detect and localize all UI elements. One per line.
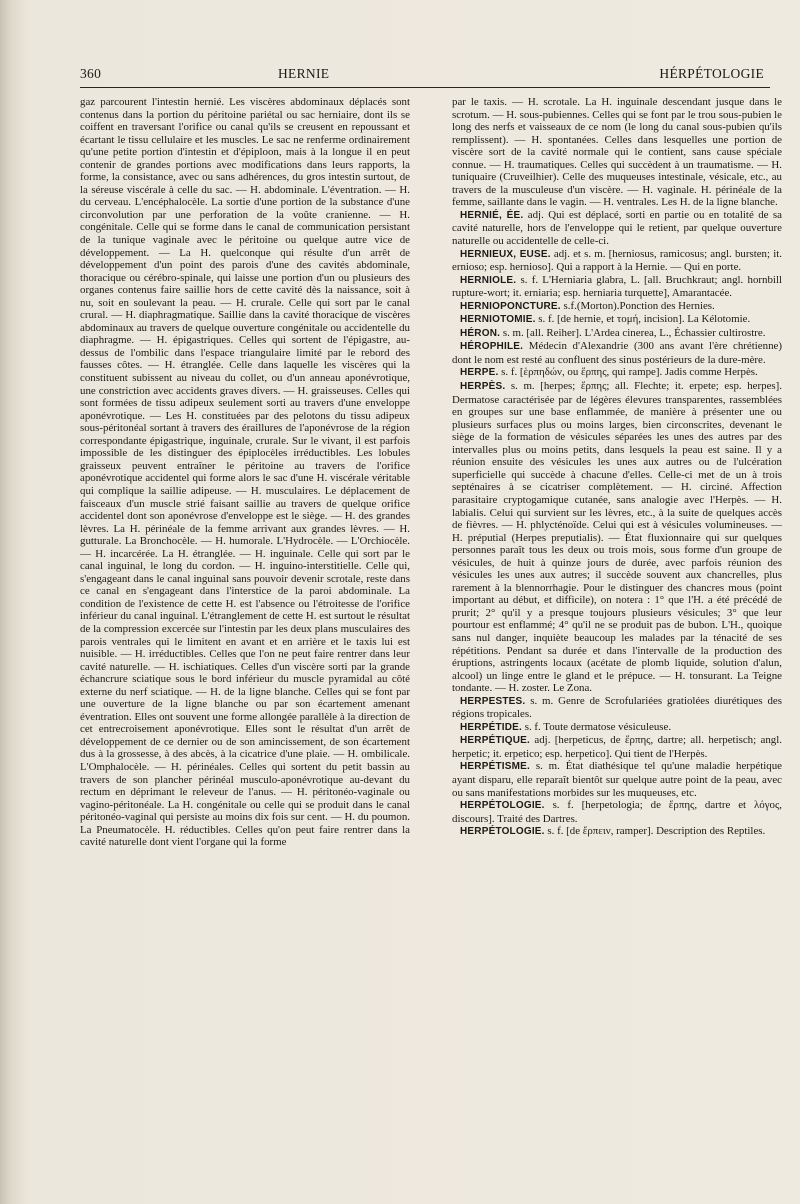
entry-text: s. f. [ἑρπηδών, ou ἕρπης, qui rampe]. Jadis comme Herpès. — [501, 366, 758, 379]
dictionary-entry — [452, 340, 782, 366]
entry-text: adj. [herpeticus, de ἕρπης, dartre; all. herpetisch; angl. herpetic; it. erpetico; esp. herpetico]. Qui tient de l'Herpès. — [452, 734, 782, 760]
page-number: 360 — [80, 66, 102, 81]
entry-headword: HERPÉTISME. — [460, 761, 530, 773]
dictionary-entry — [452, 695, 782, 721]
entry-headword: HERNIOPONCTURE. — [460, 300, 561, 312]
header-left-title: HERNIE — [278, 66, 330, 81]
entry-headword: HERPÉTIDE. — [460, 721, 523, 733]
entry-text: s. m. [herpes; ἕρπης; all. Flechte; it. erpete; esp. herpes]. Dermatose caractérisée par de légères élevures transparentes, rassemblées en groupes sur une base enflammée, de manière à présenter une ou plusieurs surfaces plus ou moins larges, bien circonscrites, devenant le siège de la formation de vésicules séparées les unes des autres par des intervalles plus ou moins petits, dans lesquels la peau est saine. Il y a réunion ensuite des vésicules les unes aux autres ou de l'ulcération superficielle qui succède à chacune d'elles. Celle-ci met de un à trois septénaires à se cicatriser complètement. — H. circiné. Affection parasitaire cryptogamique cutanée, sans analogie avec l'Herpès. — H. labialis. Celui qui survient sur les lèvres, etc., à la suite de quelques accès de fièvres. — H. phlycténoïde. Celui qui est à vésicules volumineuses. — H. préputial (Herpes preputialis). — État fluxionnaire qui sur quelques personnes paraît tous les deux ou trois mois, sous forme d'un groupe de vésicules, de huit à quinze jours de durée, avec parfois réunion des vésicules les unes aux autres; il succède souvent aux chancrelles, plus rarement à la blennorrhagie. Pour le distinguer des chancres mous (point important au début, et difficile), on notera : 1° que l'H. a été précédé de prurit; 2° qu'il y a presque toujours plusieurs vésicules; 3° que leur pourtour est enflammé; 4° qu'il ne se produit pas de bubon. L'H., quoique sans nul danger, inquiète beaucoup les malades par la ténacité de ses répétitions. Pendant sa durée et dans l'intervalle de la production des éruptions, astringents locaux (acétate de plomb liquide, solution d'alun, alcool) un linge entre le gland et le prépuce. — H. tonsurant. La Teigne tondante. — H. zoster. Le Zona. — [452, 380, 783, 695]
entry-headword: HERPÉTIQUE. — [460, 735, 530, 747]
right-column — [452, 96, 782, 839]
dictionary-entry — [452, 721, 782, 735]
entry-text: s.f.(Morton).Ponction des Hernies. — [563, 299, 715, 312]
entry-text: s. m. État diathésique tel qu'une maladie herpétique ayant disparu, elle reparaît bientôt sur quelque autre point de la peau, avec ou sans manifestations morbides sur les muqueuses, etc. — [452, 760, 782, 799]
entry-text: s. f. [de hernie, et τομή, incision]. La Kélotomie. — [538, 313, 751, 326]
entry-text: Médecin d'Alexandrie (300 ans avant l'ère chrétienne) dont le nom est resté au confluent des sinus postérieurs de la dure-mère. — [452, 340, 782, 366]
entry-headword: HERNIEUX, EUSE. — [460, 248, 551, 260]
entry-text: s. f. [herpetologia; de ἕρπης, dartre et λόγος, discours]. Traité des Dartres. — [452, 799, 782, 825]
dictionary-entry — [452, 734, 782, 760]
entry-text: adj. Qui est déplacé, sorti en partie ou en totalité de sa cavité naturelle, hors de l'enveloppe qui le retient, par quelque ouverture naturelle ou accidentelle de celle-ci. — [452, 208, 782, 248]
dictionary-entry — [452, 760, 782, 799]
dictionary-entry — [452, 300, 782, 314]
entry-text: par le taxis. — H. scrotale. La H. inguinale descendant jusque dans le scrotum. — H. sous-pubiennes. Celles qui se font par le trou sous-pubien le long des nerfs et vaisseaux de ce nom (le long du canal sous-pubien qu'ils remplissent). — H. spontanées. Celles dans lesquelles une portion de viscère sort de la cavité normale qui le contient, sans cause spéciale connue. — H. traumatiques. Celles qui succèdent à un traumatisme. — H. tuniquaire (Cruveilhier). Celle des muqueuses intestinale, vésicale, etc., au travers de la musculeuse d'un viscère. — H. vaginale. H. périnéale de la femme, saillante dans le vagin. — H. ventrales. Les H. de la ligne blanche. — [452, 96, 782, 209]
entry-headword: HERPÉTOLOGIE. — [460, 800, 545, 812]
entry-text: adj. et s. m. [herniosus, ramicosus; angl. bursten; it. ernioso; esp. hernioso]. Qui a rapport à la Hernie. — Qui en porte. — [452, 247, 782, 274]
header-rule — [80, 87, 770, 88]
dictionary-entry — [452, 366, 782, 380]
entry-text: s. m. Genre de Scrofulariées gratiolées diurétiques des régions tropicales. — [452, 694, 782, 721]
entry-headword: HERPÉTOLOGIE. — [460, 826, 545, 838]
entry-headword: HERPE. — [460, 367, 499, 379]
dictionary-entry — [452, 799, 782, 825]
entry-text: s. m. [all. Reiher]. L'Ardea cinerea, L., Échassier cultirostre. — [502, 326, 766, 339]
entry-text: s. f. [de ἕρπειν, ramper]. Description des Reptiles. — [547, 825, 766, 838]
entry-headword: HÉROPHILE. — [460, 341, 524, 353]
dictionary-entry — [452, 825, 782, 839]
dictionary-entry — [452, 313, 782, 327]
entry-headword: HERNIÉ, ÉE. — [460, 209, 524, 221]
continued-entry — [452, 96, 782, 209]
entry-text: s. f. Toute dermatose vésiculeuse. — [524, 720, 672, 733]
entry-headword: HERNIOTOMIE. — [460, 314, 536, 326]
entry-headword: HERPÈS. — [460, 381, 506, 393]
dictionary-entry — [452, 380, 782, 695]
entry-text: s. f. L'Herniaria glabra, L. [all. Bruchkraut; angl. hornbill rupture-wort; it. erniaria; esp. herniaria turquette], Amarantacée. — [452, 273, 782, 300]
left-column-text: gaz parcourent l'intestin hernié. Les viscères abdominaux déplacés sont contenus dans la portion du péritoine pariétal ou sac herniaire, dont ils se coiffent en traversant l'orifice ou canal qu'ils se creusent en repoussant et écartant le tissu cellulaire et les muscles. Le sac ne renferme ordinairement qu'une petite portion d'intestin et d'épiploon, mais à la longue il en peut contenir de grandes portions avec modifications dans leurs rapports, la forme, la consistance, avec ou sans adhérences, du gros intestin surtout, de la séreuse viscérale à celle du sac. — H. abdominale. L'éventration. — H. du cerveau. L'encéphalocèle. La sortie d'une portion de la substance d'une circonvolution par une perforation de la voûte cranienne. — H. congénitale. Celle qui se forme dans le canal de communication persistant de la tunique vaginale avec le péritoine ou quelque autre vice de développement. — La H. quelconque qui résulte d'un arrêt de développement d'un point des parois d'une des cavités abdominale, thoracique ou cérébro-spinale, qui laisse une portion d'un ou plusieurs des organes contenus faire saillie hors de cette cavité dès la naissance, soit à nu, soit en soulevant la peau. — H. crurale. Celle qui sort par le canal crural. — H. diaphragmatique. Saillie dans la cavité thoracique de viscères abdominaux au travers de quelque ouverture congénitale ou accidentelle du diaphragme. — H. épigastriques. Celles qui sortent de l'épigastre, au-dessus de l'ombilic dans l'espace triangulaire limité par le rebord des fausses côtes. — H. étranglée. Celle dans laquelle les viscères qui la constituent subissent au niveau du collet, ou d'un anneau aponévrotique, une constriction avec accidents graves divers. — H. graisseuses. Celles qui sont formées de tissu adipeux seulement sorti au travers d'une enveloppe aponévrotique. — Les H. constituées par des pelotons du tissu adipeux sous-péritonéal sortant à travers des éraillures de l'aponévrose de la région correspondante épigastrique, inguinale, crurale. Sur le vivant, il est parfois impossible de les distinguer des épiplocèles irréductibles. Les lobules graisseux peuvent entraîner le péritoine au travers de l'orifice aponévrotique accidentel qui forme alors le sac d'une H. viscérale véritable qui complique la saillie adipeuse. — H. musculaires. Le déplacement de faisceaux d'un muscle strié faisant saillie au travers de quelque orifice accidentel dont son aponévrose d'enveloppe est le siège. — H. des grandes lèvres. La H. périnéale de la femme arrivant aux grandes lèvres. — H. gutturale. La Bronchocèle. — H. humorale. L'Hydrocèle. — L'Orchiocèle. — H. incarcérée. La H. étranglée. — H. inguinale. Celle qui sort par le canal inguinal, le long du cordon. — H. inguino-interstitielle. Celle qui, s'engageant dans le canal inguinal sans pouvoir devenir scrotale, reste dans ce canal en s'engageant dans l'interstice de la paroi abdominale. La condition de l'existence de cette H. est l'absence ou l'étroitesse de l'orifice inférieur du canal inguinal. L'étranglement de cette H. est surtout le résultat de la compression excercée sur l'intestin par les deux plans musculaires des parois ventrales qui le limitent en avant et en arrière et le taxis lui est nuisible. — H. irréductibles. Celles que l'on ne peut faire rentrer dans leur cavité naturelle. — H. ischiatiques. Celles d'un viscère sorti par la grande échancrure sciatique sous le bord inférieur du muscle pyramidal au côté externe du nerf sciatique. — H. de la ligne blanche. Celles qui se font par une ouverture de la ligne blanche ou par son écartement amenant éventration. Elles ont souvent une forme allongée parallèle à la direction de cet entrecroisement aponévrotique. Elles sont le résultat d'un arrêt de développement de ce dernier ou de son amincissement, de son écartement dus à la grossesse, à des abcès, à la cicatrice d'une plaie. — H. ombilicale. L'Omphalocèle. — H. périnéales. Celles qui sortent du petit bassin au travers de son plancher périnéal musculo-aponévrotique au-devant du rectum en déprimant le releveur de l'anus. — H. péritonéo-vaginale ou vagino-péritonéale. La H. congénitale ou celle qui se produit dans le canal péritonéo-vaginal qui persiste au moins dix fois sur cent. — H. du poumon. La Pneumatocèle. H. réductibles. Celles qu'on peut faire rentrer dans la cavité naturelle dont vient l'organe qui la forme — [80, 96, 410, 849]
header-right-title: HÉRPÉTOLOGIE — [659, 66, 764, 81]
running-header — [80, 66, 770, 84]
dictionary-entry — [452, 209, 782, 248]
dictionary-entry — [452, 248, 782, 274]
entry-headword: HÉRON. — [460, 327, 501, 339]
dictionary-entry — [452, 327, 782, 341]
dictionary-entry — [452, 274, 782, 300]
entry-headword: HERNIOLE. — [460, 274, 517, 286]
entry-headword: HERPESTES. — [460, 695, 526, 707]
left-column — [80, 96, 410, 849]
